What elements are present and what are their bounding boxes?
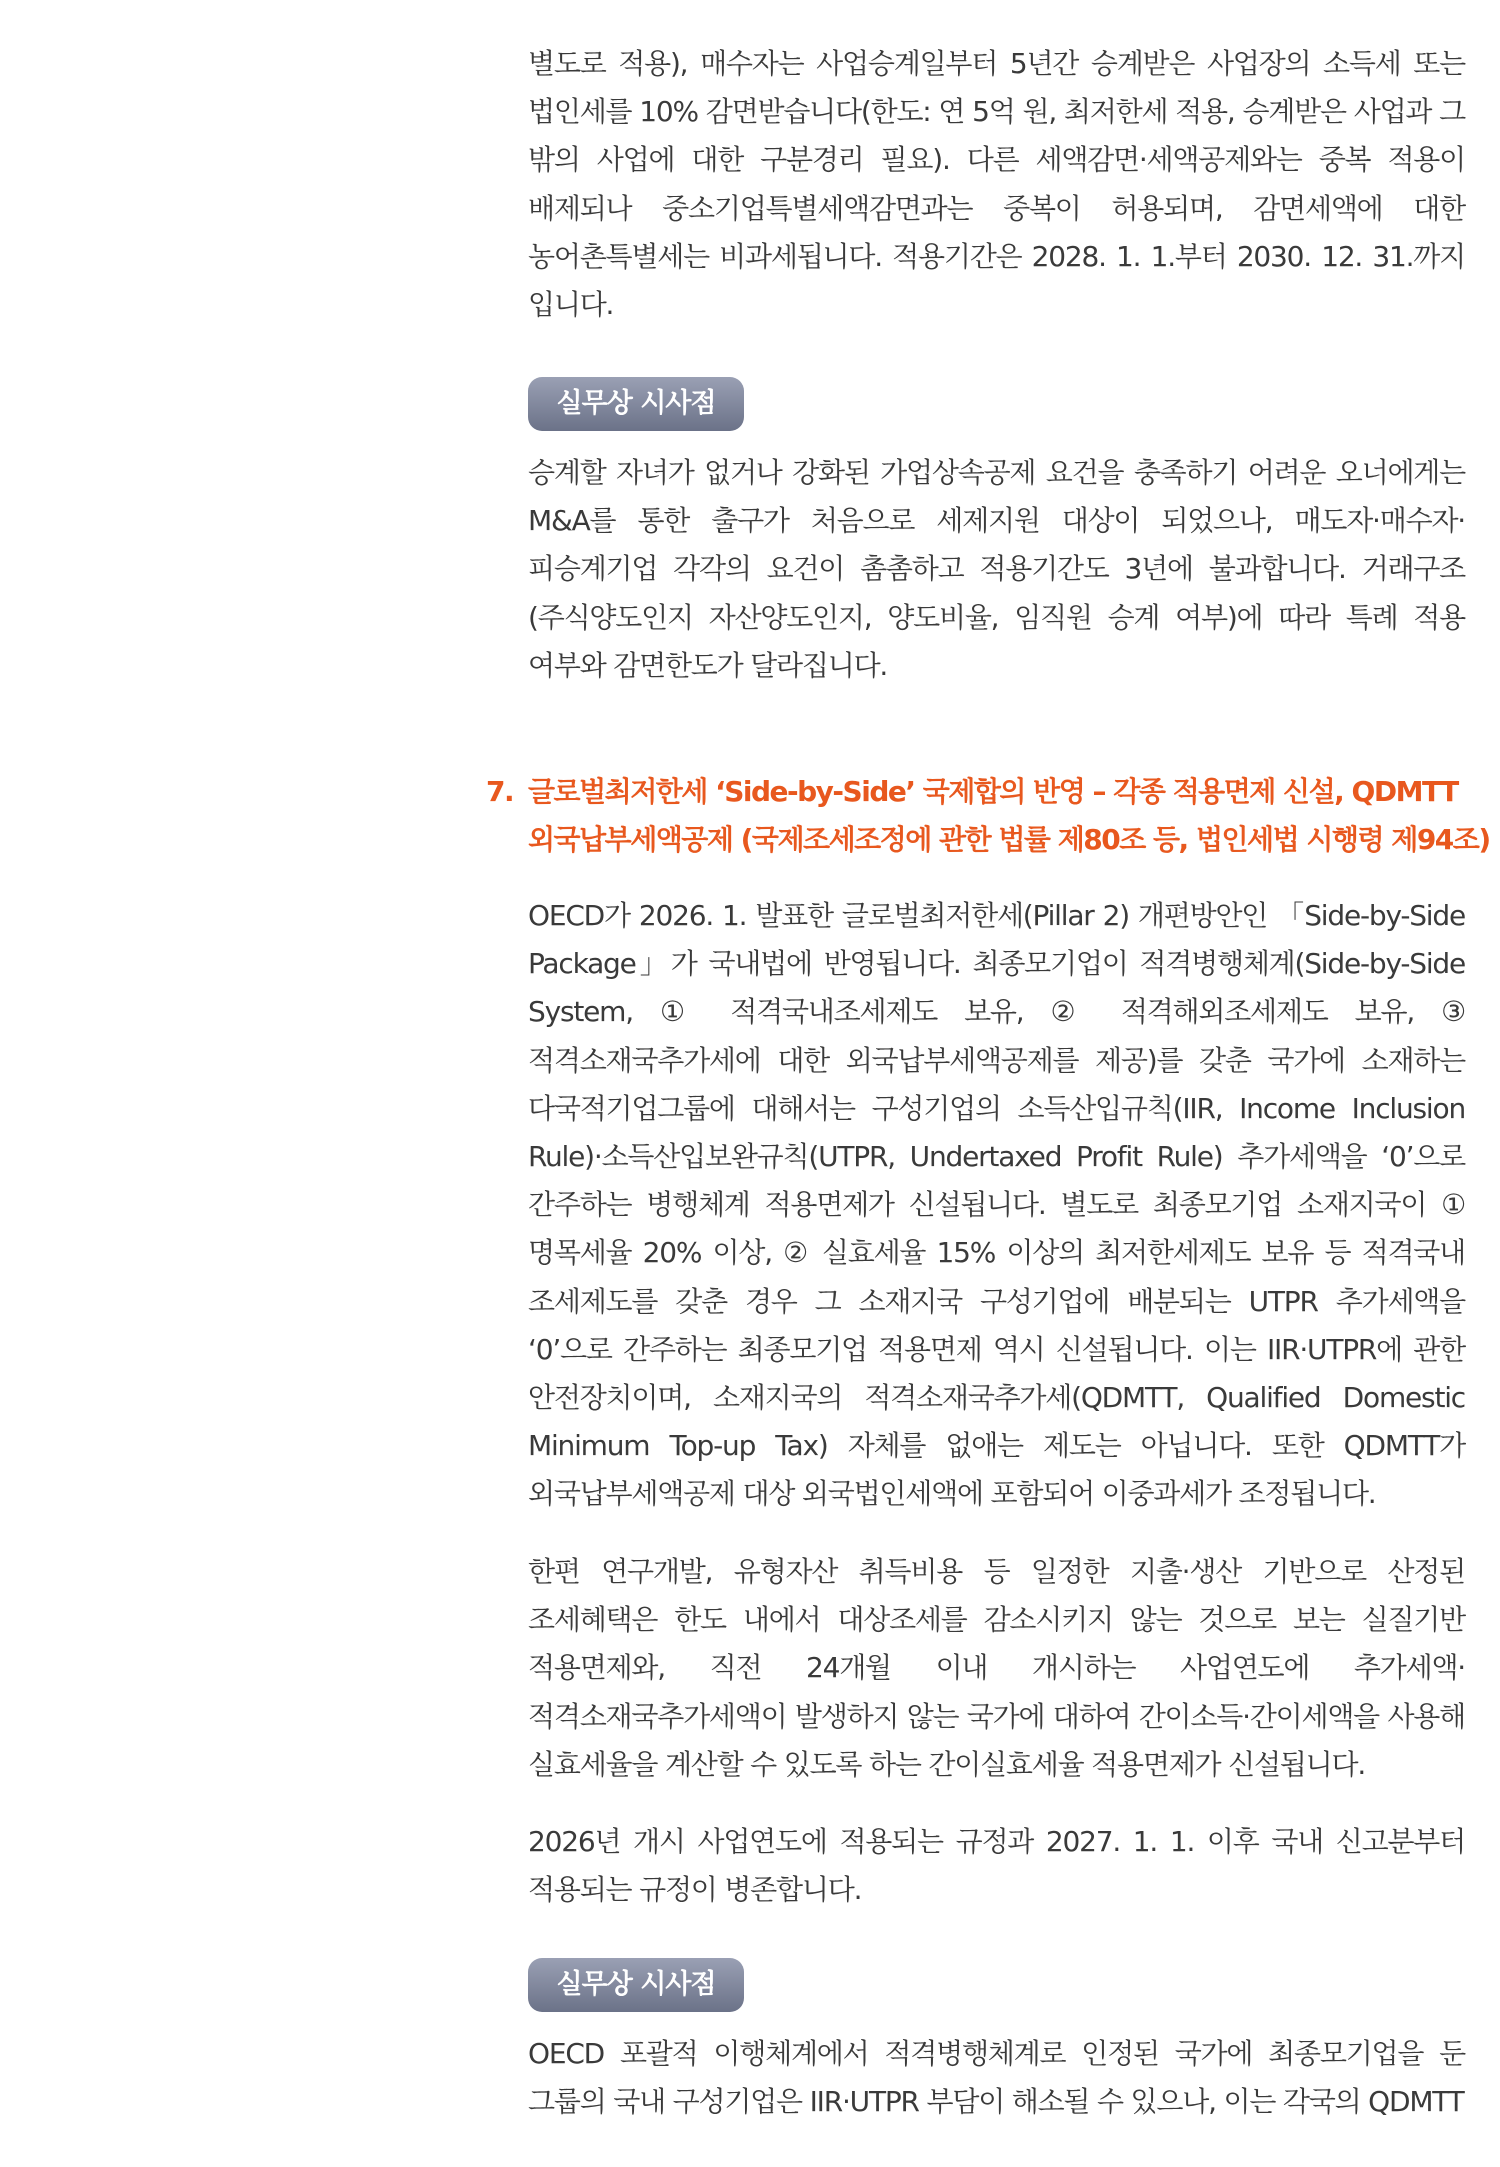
body-text: 승계할 자녀가 없거나 강화된 가업상속공제 요건을 충족하기 어려운 오너에게는 M&A를 통한 출구가 처음으로 세제지원 대상이 되었으나, 매도자·매수자·피승계기업 각각의 요건이 촘촘하고 적용기간도 3년에 불과합니다. 거래구조(주식양도인지 자산양도인지, 양도비율, 임직원 승계 여부)에 따라 특례 적용 여부와 감면한도가 달라집니다. [528,456,1465,682]
section-title-line-2: 외국납부세액공제 (국제조세조정에 관한 법률 제80조 등, 법인세법 시행령 제94조) [528,823,1490,856]
body-text: 한편 연구개발, 유형자산 취득비용 등 일정한 지출·생산 기반으로 산정된 조세혜택은 한도 내에서 대상조세를 감소시키지 않는 것으로 보는 실질기반 적용면제와, 직전 24개월 이내 개시하는 사업연도에 추가세액·적격소재국추가세액이 발생하지 않는 국가에 대하여 간이소득·간이세액을 사용해 실효세율을 계산할 수 있도록 하는 간이실효세율 적용면제가 신설됩니다. [528,1555,1465,1781]
section-7-heading [486,768,1490,864]
body-text: OECD 포괄적 이행체계에서 적격병행체계로 인정된 국가에 최종모기업을 둔 그룹의 국내 구성기업은 IIR·UTPR 부담이 해소될 수 있으나, 이는 각국의 QDMTT [528,2037,1465,2119]
paragraph-effective-dates [528,1818,1465,1914]
practical-implications-badge-2: 실무상 시사점 [528,1958,744,2012]
body-text: 2026년 개시 사업연도에 적용되는 규정과 2027. 1. 1. 이후 국내 신고분부터 적용되는 규정이 병존합니다. [528,1825,1465,1907]
practical-implications-badge: 실무상 시사점 [528,377,744,431]
paragraph-sme-succession [528,40,1465,329]
section-title-line-1: 글로벌최저한세 ‘Side-by-Side’ 국제합의 반영 – 각종 적용면제 신설, QDMTT [528,775,1458,808]
paragraph-implications-oecd [528,2030,1465,2126]
paragraph-implications-ma [528,449,1465,690]
body-text: 별도로 적용), 매수자는 사업승계일부터 5년간 승계받은 사업장의 소득세 또는 법인세를 10% 감면받습니다(한도: 연 5억 원, 최저한세 적용, 승계받은 사업과 그 밖의 사업에 대한 구분경리 필요). 다른 세액감면·세액공제와는 중복 적용이 배제되나 중소기업특별세액감면과는 중복이 허용되며, 감면세액에 대한 농어촌특별세는 비과세됩니다. 적용기간은 2028. 1. 1.부터 2030. 12. 31.까지 입니다. [528,47,1465,322]
body-text: OECD가 2026. 1. 발표한 글로벌최저한세(Pillar 2) 개편방안인 「Side-by-Side Package」가 국내법에 반영됩니다. 최종모기업이 적격병행체계(Side-by-Side System, ① 적격국내조세제도 보유, ② 적격해외조세제도 보유, ③ 적격소재국추가세에 대한 외국납부세액공제를 제공)를 갖춘 국가에 소재하는 다국적기업그룹에 대해서는 구성기업의 소득산입규칙(IIR, Income Inclusion Rule)·소득산입보완규칙(UTPR, Undertaxed Profit Rule) 추가세액을 ‘0’으로 간주하는 병행체계 적용면제가 신설됩니다. 별도로 최종모기업 소재지국이 ① 명목세율 20% 이상, ② 실효세율 15% 이상의 최저한세제도 보유 등 적격국내 조세제도를 갖춘 경우 그 소재지국 구성기업에 배분되는 UTPR 추가세액을 ‘0’으로 간주하는 최종모기업 적용면제 역시 신설됩니다. 이는 IIR·UTPR에 관한 안전장치이며, 소재지국의 적격소재국추가세(QDMTT, Qualified Domestic Minimum Top-up Tax) 자체를 없애는 제도는 아닙니다. 또한 QDMTT가 외국납부세액공제 대상 외국법인세액에 포함되어 이중과세가 조정됩니다. [528,899,1465,1511]
paragraph-substance-exclusion [528,1548,1465,1789]
paragraph-side-by-side [528,892,1465,1519]
section-number: 7. [486,775,514,808]
